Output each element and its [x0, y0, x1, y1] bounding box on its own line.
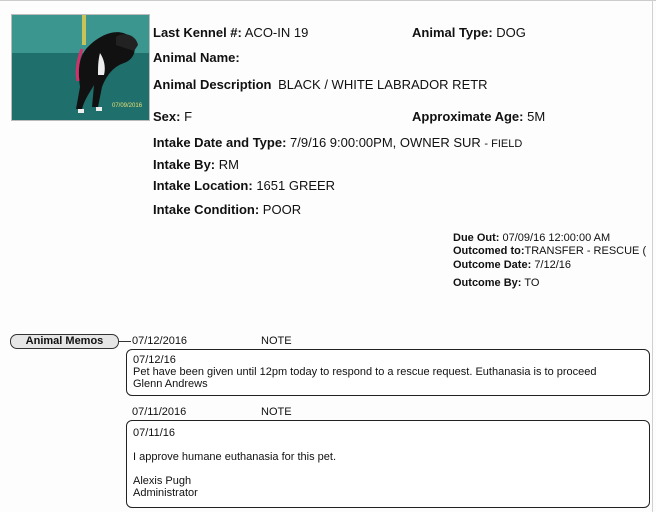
animal-type-label: Animal Type: [412, 25, 493, 40]
outcomed-to-field [453, 245, 646, 257]
intake-condition-label: Intake Condition: [153, 202, 260, 217]
intake-by-value: RM [218, 157, 239, 172]
last-kennel-field [153, 25, 308, 40]
sex-label: Sex: [153, 109, 181, 124]
outcome-by-field [453, 277, 539, 289]
memo-1-line: Pet have been given until 12pm today to respond to a rescue request. Euthanasia is to proceed [133, 366, 597, 378]
intake-date-type-value: 7/9/16 9:00:00PM, OWNER SUR [290, 135, 481, 150]
intake-condition-field [153, 202, 301, 217]
memo-2-box [126, 420, 650, 508]
intake-location-label: Intake Location: [153, 178, 253, 193]
top-border [0, 0, 656, 1]
intake-date-type-label: Intake Date and Type: [153, 135, 287, 150]
memo-1-box [126, 349, 650, 396]
sex-field [153, 109, 192, 124]
memo-2-line: Administrator [133, 487, 198, 499]
outcome-date-label: Outcome Date: [453, 259, 532, 271]
intake-condition-value: POOR [262, 202, 302, 217]
intake-location-value: 1651 GREER [256, 178, 336, 193]
outcome-by-label: Outcome By: [453, 277, 522, 289]
memo-1-line: Glenn Andrews [133, 378, 208, 390]
outcome-date-value: 7/12/16 [534, 259, 572, 271]
outcome-date-field [453, 259, 571, 271]
intake-date-type-field [153, 135, 522, 150]
outcomed-to-label: Outcomed to: [453, 245, 525, 257]
approximate-age-field [412, 109, 545, 124]
memo-1-line: 07/12/16 [133, 354, 176, 366]
intake-location-field [153, 178, 335, 193]
due-out-value: 07/09/16 12:00:00 AM [502, 232, 611, 244]
outcomed-to-value: TRANSFER - RESCUE ( [524, 245, 647, 257]
right-border [652, 0, 653, 512]
memo-2-line: I approve humane euthanasia for this pet. [133, 451, 337, 463]
outcome-by-value: TO [524, 277, 540, 289]
memo-1-date: 07/12/2016 [132, 335, 188, 347]
animal-type-value: DOG [496, 25, 526, 40]
animal-memos-section-label: Animal Memos [10, 334, 119, 349]
sex-value: F [184, 109, 193, 124]
animal-type-field [412, 25, 526, 40]
approximate-age-label: Approximate Age: [412, 109, 524, 124]
due-out-field [453, 232, 610, 244]
animal-description-field [153, 77, 488, 92]
section-connector [119, 341, 131, 342]
intake-by-field [153, 157, 239, 172]
last-kennel-value: ACO-IN 19 [244, 25, 309, 40]
animal-photo [11, 14, 150, 121]
memo-2-date: 07/11/2016 [132, 406, 187, 418]
memo-2-line: 07/11/16 [133, 427, 176, 439]
last-kennel-label: Last Kennel #: [153, 25, 242, 40]
memo-2-line: Alexis Pugh [133, 475, 192, 487]
memo-2-blank-line [133, 463, 643, 475]
photo-date-stamp: 07/09/2016 [112, 103, 143, 109]
animal-name-field [153, 50, 240, 65]
animal-description-label: Animal Description [153, 77, 272, 92]
animal-description-value: BLACK / WHITE LABRADOR RETR [278, 77, 488, 92]
memo-1-type: NOTE [261, 335, 292, 347]
memo-2-blank-line [133, 439, 643, 451]
due-out-label: Due Out: [453, 232, 500, 244]
memo-2-type: NOTE [261, 406, 292, 418]
intake-date-type-suffix: - FIELD [484, 138, 523, 150]
approximate-age-value: 5M [527, 109, 546, 124]
animal-name-label: Animal Name: [153, 50, 240, 65]
intake-by-label: Intake By: [153, 157, 216, 172]
